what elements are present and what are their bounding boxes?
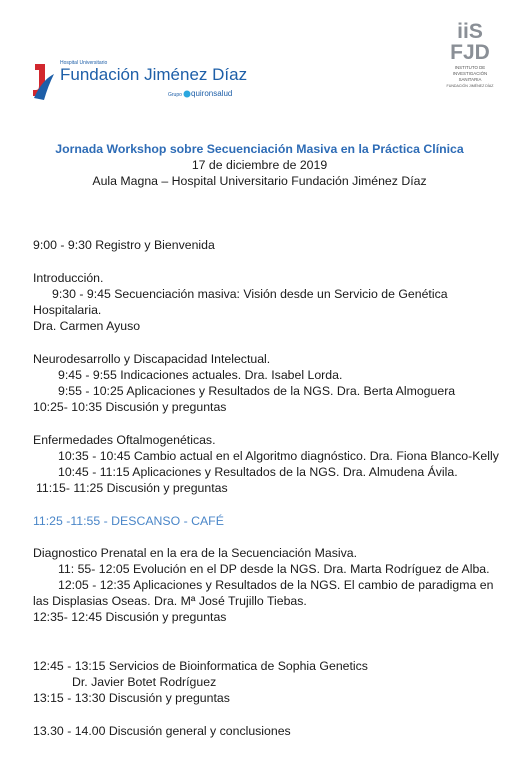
iis-subtitle-line: FUNDACIÓN JIMÉNEZ DÍAZ bbox=[446, 84, 494, 88]
quironsalud-text: quironsalud bbox=[191, 89, 233, 98]
fjd-letters: FJD bbox=[450, 41, 490, 64]
fjd-name-text: Fundación Jiménez Díaz bbox=[60, 65, 248, 84]
iis-subtitle-line: INVESTIGACIÓN bbox=[452, 71, 488, 76]
event-venue: Aula Magna – Hospital Universitario Fundación Jiménez Díaz bbox=[92, 174, 427, 188]
program-line: 9:30 - 9:45 Secuenciación masiva: Visión desde un Servicio de Genética bbox=[52, 287, 448, 301]
section-heading: Introducción. bbox=[33, 271, 104, 285]
fundacion-jimenez-diaz-logo bbox=[30, 56, 260, 106]
program-line: 10:25- 10:35 Discusión y preguntas bbox=[33, 400, 227, 414]
speaker-line: Dra. Carmen Ayuso bbox=[33, 319, 141, 333]
section-heading: Diagnostico Prenatal en la era de la Secuenciación Masiva. bbox=[33, 546, 358, 560]
program-line: 11: 55- 12:05 Evolución en el DP desde la NGS. Dra. Marta Rodríguez de Alba. bbox=[58, 562, 490, 576]
section-heading: Enfermedades Oftalmogenéticas. bbox=[33, 433, 216, 447]
iis-subtitle-line: SANITARIA bbox=[458, 77, 482, 82]
program-line: 10:45 - 11:15 Aplicaciones y Resultados de la NGS. Dra. Almudena Ávila. bbox=[58, 465, 458, 479]
speaker-line: Dr. Javier Botet Rodríguez bbox=[72, 675, 217, 689]
break-line: 11:25 -11:55 - DESCANSO - CAFÉ bbox=[33, 514, 224, 528]
program-line: 9:00 - 9:30 Registro y Bienvenida bbox=[33, 238, 215, 252]
iis-letters: iiS bbox=[457, 20, 483, 43]
program-line: 10:35 - 10:45 Cambio actual en el Algoritmo diagnóstico. Dra. Fiona Blanco-Kelly bbox=[58, 449, 499, 463]
event-title: Jornada Workshop sobre Secuenciación Masiva en la Práctica Clínica bbox=[55, 142, 464, 156]
quironsalud-mark-icon bbox=[184, 91, 191, 98]
fjd-emblem-icon bbox=[33, 64, 54, 100]
program-line: 12:35- 12:45 Discusión y preguntas bbox=[33, 610, 227, 624]
program-line: las Displasias Oseas. Dra. Mª José Trujillo Tiebas. bbox=[33, 594, 307, 608]
iis-subtitle-line: INSTITUTO DE bbox=[454, 65, 486, 70]
program-line: 12:05 - 12:35 Aplicaciones y Resultados de la NGS. El cambio de paradigma en bbox=[58, 578, 494, 592]
section-heading: Neurodesarrollo y Discapacidad Intelectual. bbox=[33, 352, 271, 366]
program-line: 11:15- 11:25 Discusión y preguntas bbox=[36, 481, 228, 495]
program-line: 13:15 - 13:30 Discusión y preguntas bbox=[33, 691, 230, 705]
program-line: 12:45 - 13:15 Servicios de Bioinformatica de Sophia Genetics bbox=[33, 659, 368, 673]
event-date: 17 de diciembre de 2019 bbox=[191, 158, 328, 172]
hospital-small-text: Hospital Universitario bbox=[60, 60, 108, 66]
program-line: 9:55 - 10:25 Aplicaciones y Resultados de la NGS. Dra. Berta Almoguera bbox=[58, 384, 456, 398]
program-line: 13.30 - 14.00 Discusión general y conclusiones bbox=[33, 724, 291, 738]
iis-fjd-logo bbox=[440, 16, 500, 96]
program-line: 9:45 - 9:55 Indicaciones actuales. Dra. Isabel Lorda. bbox=[58, 368, 343, 382]
grupo-text: Grupo bbox=[168, 92, 182, 98]
program-line: Hospitalaria. bbox=[33, 303, 102, 317]
